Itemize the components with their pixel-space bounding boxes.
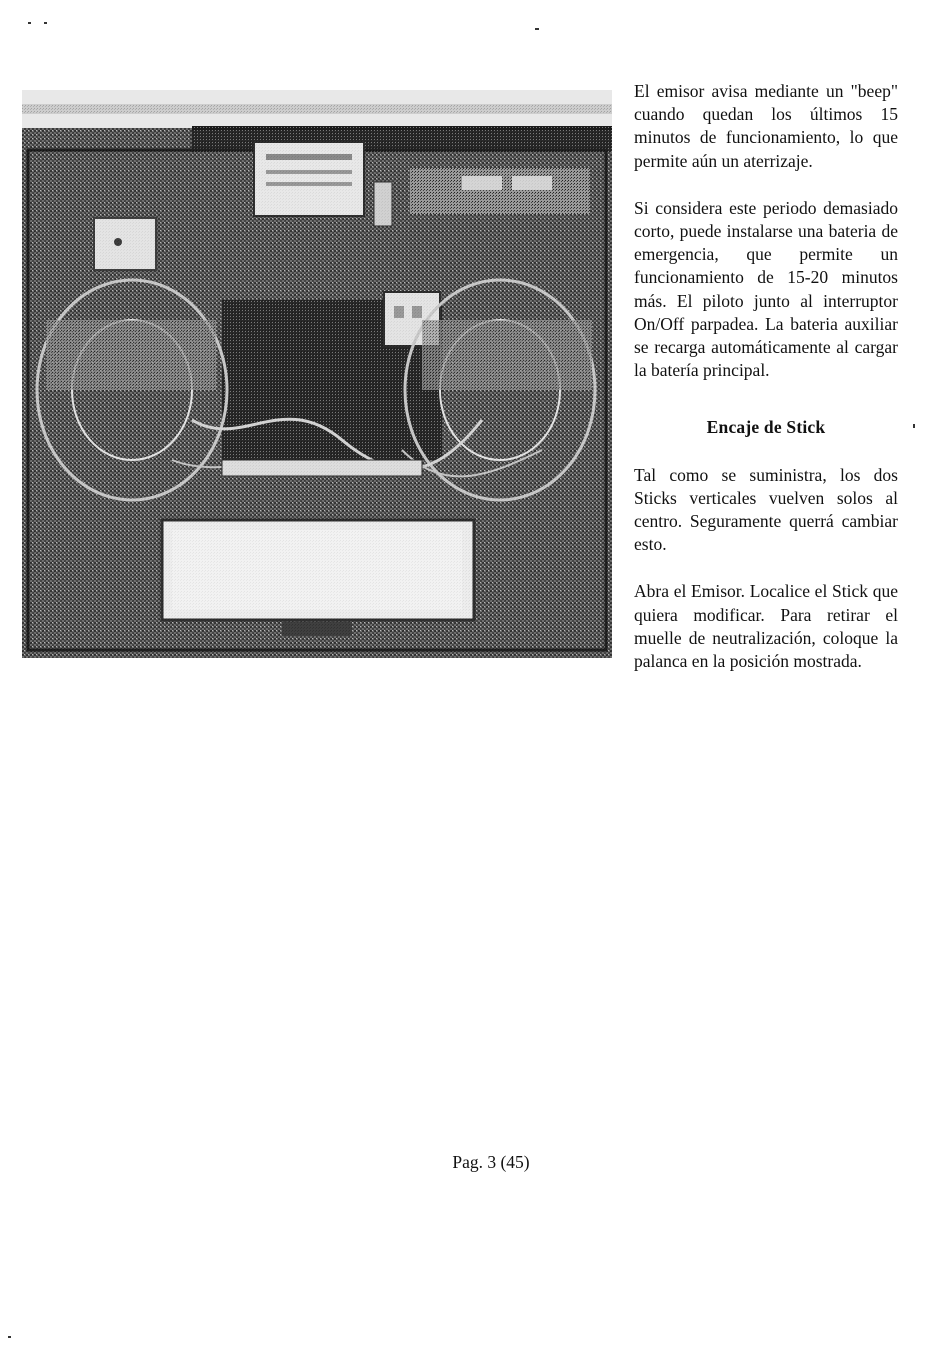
circuit-board-photo xyxy=(22,90,612,660)
scan-speck xyxy=(913,424,915,428)
paragraph-sticks-center: Tal como se suministra, los dos Sticks verticales vuelven solos al centro. Seguramente querrá cambiar esto. xyxy=(634,464,898,555)
scan-speck xyxy=(44,22,47,24)
scan-speck xyxy=(535,28,539,30)
scan-speck xyxy=(28,22,31,24)
paragraph-emergency-battery: Si considera este periodo demasiado corto, puede instalarse una bateria de emergencia, que permite un funcionamiento de 15-20 minutos más. El piloto junto al interruptor On/Off parpadea. La bateria auxiliar se recarga automáticamente al cargar la batería principal. xyxy=(634,197,898,381)
text-column xyxy=(634,80,898,697)
paragraph-beep-warning: El emisor avisa mediante un "beep" cuando quedan los últimos 15 minutos de funcionamiento, lo que permite aún un aterrizaje. xyxy=(634,81,898,171)
paragraph-open-transmitter: Abra el Emisor. Localice el Stick que quiera modificar. Para retirar el muelle de neutralización, coloque la palanca en la posición mostrada. xyxy=(634,581,898,672)
page-number: Pag. 3 (45) xyxy=(452,1152,530,1172)
scan-speck xyxy=(8,1336,11,1338)
section-heading: Encaje de Stick xyxy=(706,417,826,438)
